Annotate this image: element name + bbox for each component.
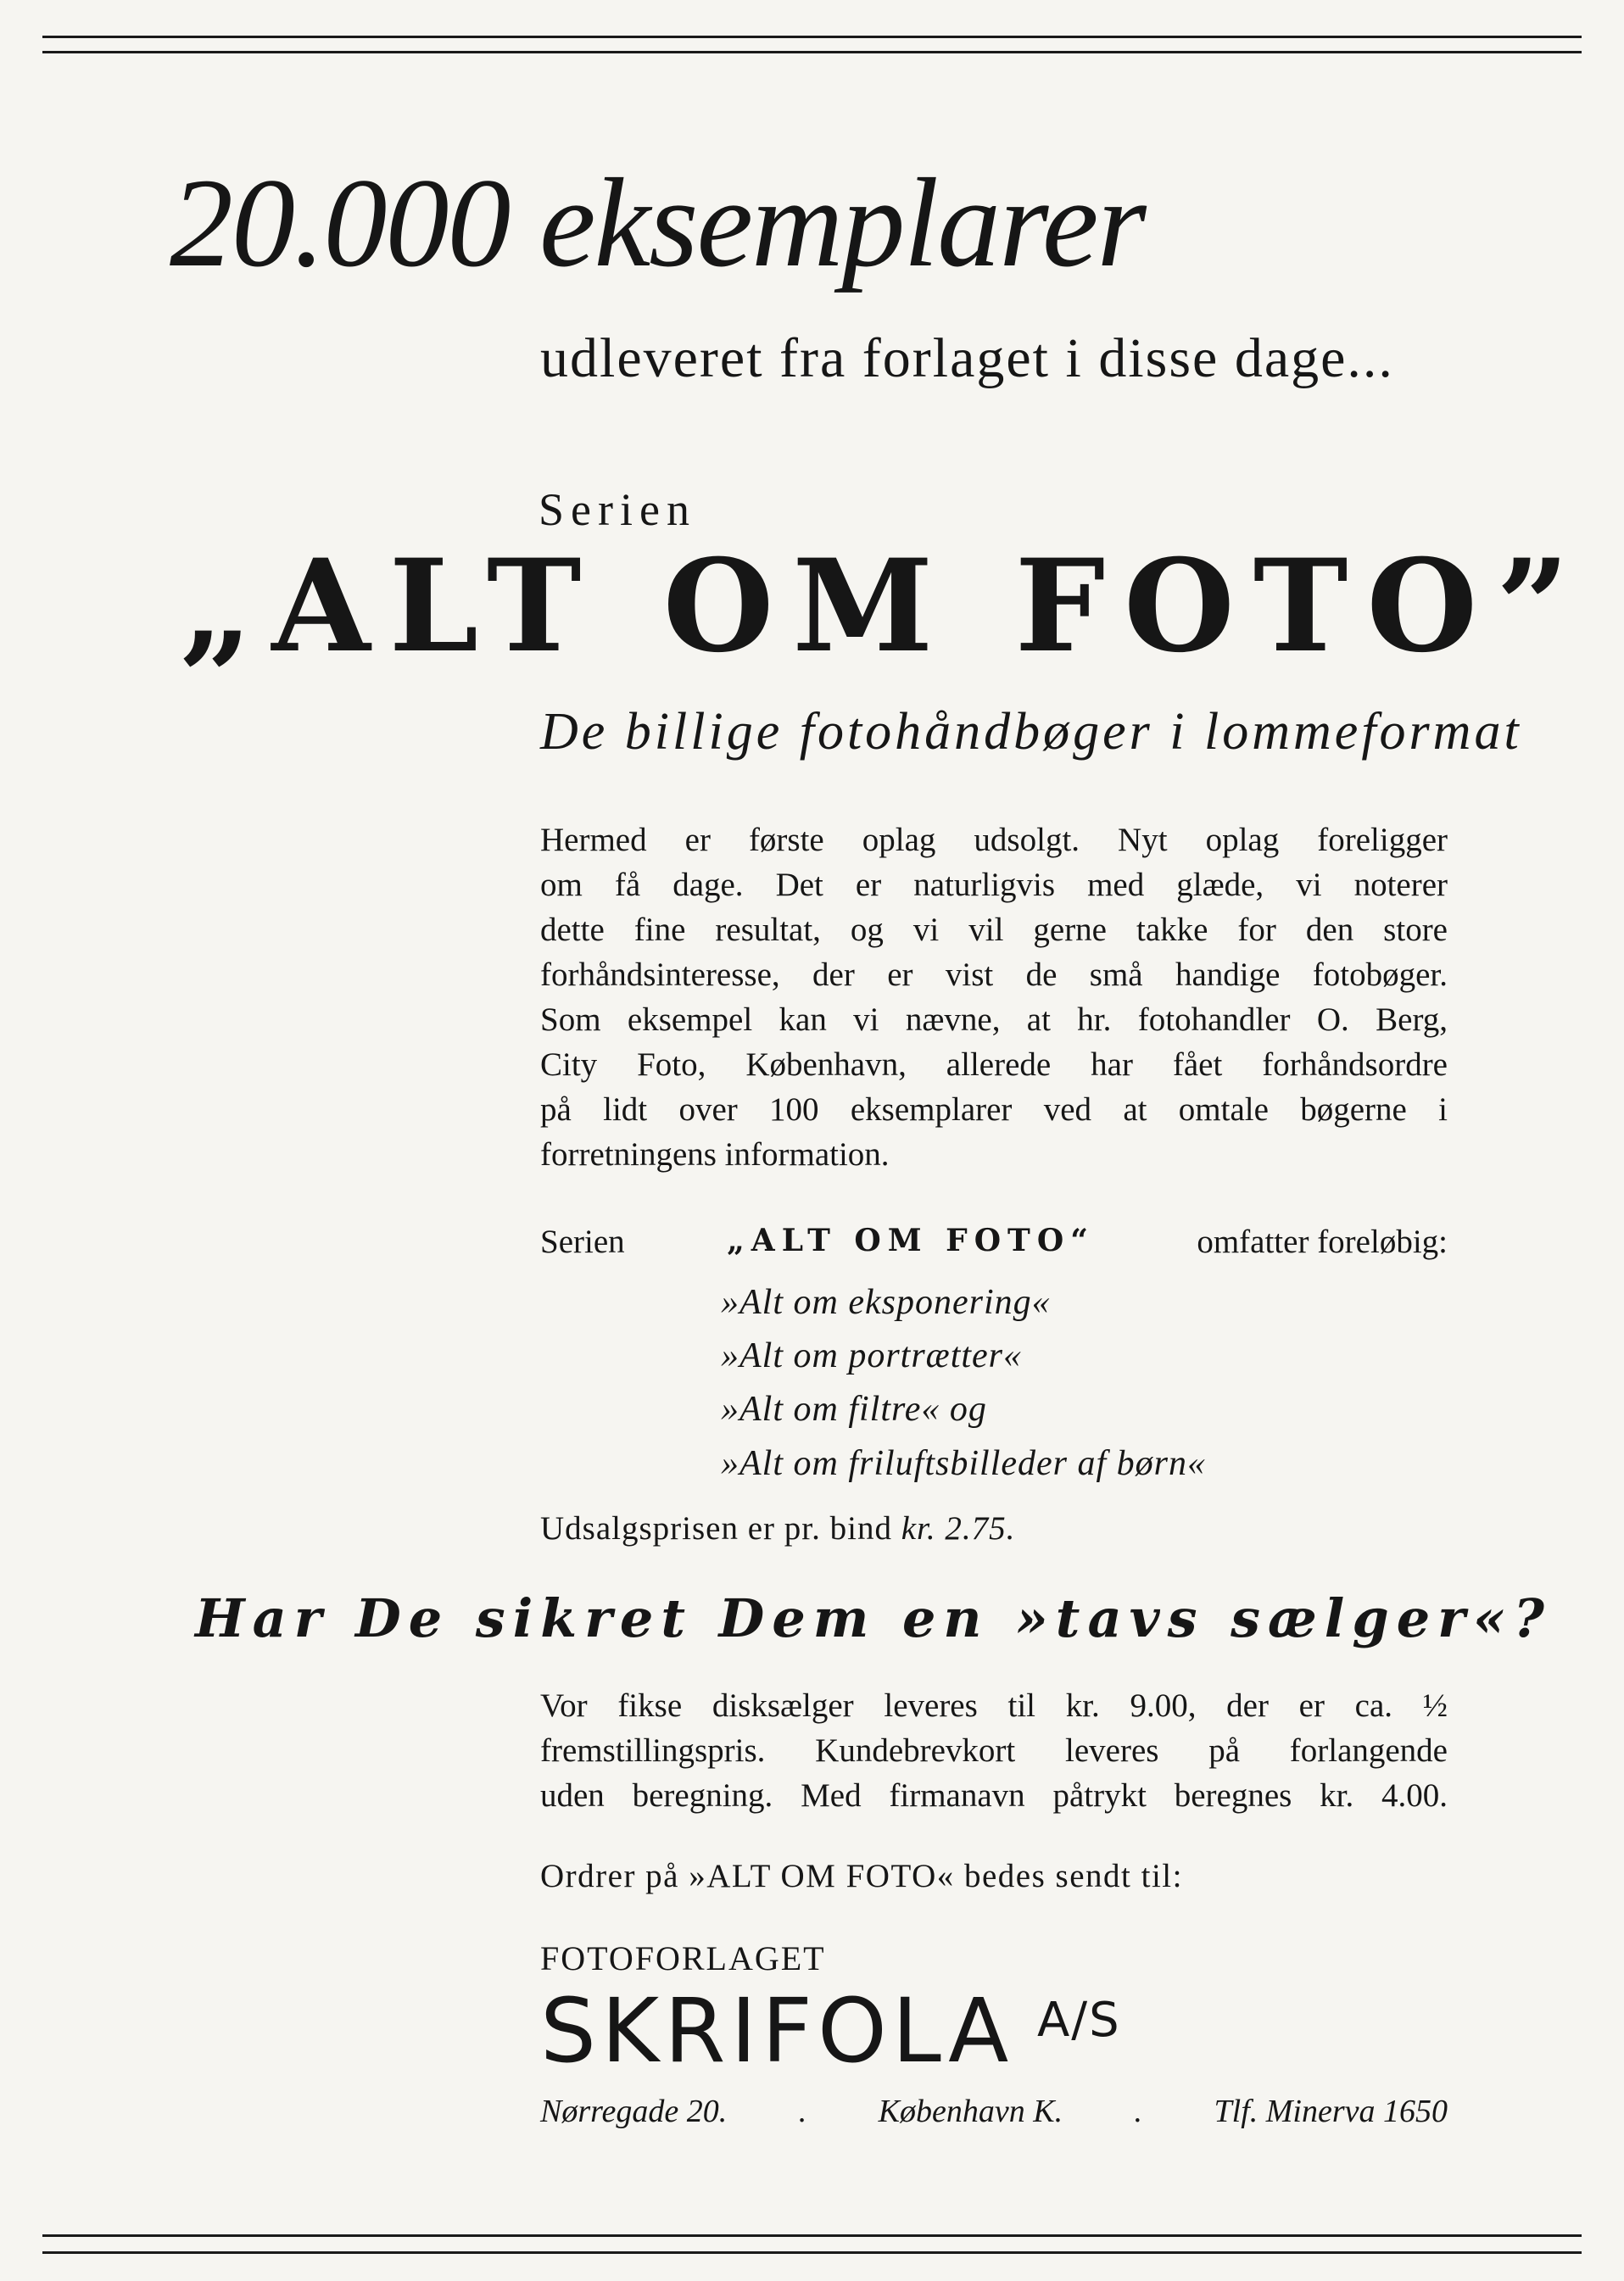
body-line: forretningens information. (540, 1136, 890, 1173)
tagline: De billige fotohåndbøger i lommeformat (540, 703, 1522, 761)
publisher-label: FOTOFORLAGET (540, 1939, 826, 1977)
serien-label: Serien (539, 484, 696, 535)
brand-suffix: A/S (1037, 1993, 1121, 2048)
address-city: København K. (878, 2094, 1063, 2129)
price-line (540, 1509, 1015, 1548)
orders-line: Ordrer på »ALT OM FOTO« bedes sendt til: (540, 1858, 1183, 1894)
offer-paragraph (540, 1683, 1448, 1818)
top-rule-1 (42, 36, 1582, 38)
question-heading: Har De sikret Dem en »tavs sælger«? (195, 1587, 1552, 1649)
list-intro-prefix: Serien (540, 1224, 625, 1260)
offer-line: Vor fikse disksælger leveres til kr. 9.00, der er ca. ½ (540, 1687, 1448, 1724)
address-line (540, 2093, 1448, 2130)
book-item: »Alt om portrætter« (721, 1336, 1023, 1375)
bottom-rule-1 (42, 2234, 1582, 2237)
top-rule-2 (42, 51, 1582, 53)
offer-line: uden beregning. Med firmanavn påtrykt beregnes kr. 4.00. (540, 1777, 1448, 1814)
subline: udleveret fra forlaget i disse dage... (540, 327, 1394, 389)
list-intro-suffix: omfatter foreløbig: (1197, 1224, 1448, 1260)
list-intro-series: „ALT OM FOTO“ (727, 1223, 1095, 1258)
book-item: »Alt om eksponering« (721, 1283, 1051, 1322)
offer-line: fremstillingspris. Kundebrevkort leveres på forlangende (540, 1732, 1448, 1769)
body-line: Som eksempel kan vi nævne, at hr. fotohandler O. Berg, (540, 1001, 1448, 1038)
body-paragraph (540, 817, 1448, 1177)
brand-name: SKRIFOLA (540, 1979, 1014, 2083)
list-intro (540, 1223, 1448, 1261)
bottom-rule-2 (42, 2251, 1582, 2254)
series-title: „ALT OM FOTO” (180, 532, 1588, 681)
price-text: Udsalgsprisen er pr. bind (540, 1510, 892, 1547)
body-line: forhåndsinteresse, der er vist de små handige fotobøger. (540, 956, 1448, 993)
body-line: på lidt over 100 eksemplarer ved at omtale bøgerne i (540, 1091, 1448, 1128)
address-separator: . (1134, 2094, 1143, 2129)
body-line: dette fine resultat, og vi vil gerne takke for den store (540, 912, 1448, 948)
price-amount: kr. 2.75. (901, 1510, 1016, 1547)
book-item: »Alt om filtre« og (721, 1390, 987, 1429)
body-line: om få dage. Det er naturligvis med glæde, vi noterer (540, 867, 1448, 903)
address-street: Nørregade 20. (540, 2094, 728, 2129)
address-separator: . (798, 2094, 807, 2129)
headline: 20.000 eksemplarer (170, 153, 1145, 293)
body-line: Hermed er første oplag udsolgt. Nyt oplag foreligger (540, 822, 1448, 858)
address-phone: Tlf. Minerva 1650 (1214, 2094, 1448, 2129)
body-line: City Foto, København, allerede har fået forhåndsordre (540, 1046, 1448, 1083)
book-item: »Alt om friluftsbilleder af børn« (721, 1444, 1207, 1483)
